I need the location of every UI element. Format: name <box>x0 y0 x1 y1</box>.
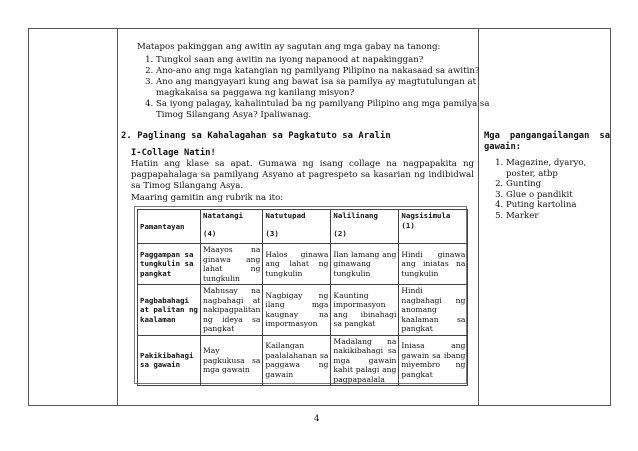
rubric-cell: Mahusay na nagbahagi at nakipagpalitan ng ideya sa pangkat <box>201 285 263 336</box>
criteria-header: Pamantayan <box>138 210 201 244</box>
level-header <box>399 210 468 244</box>
rubric-cell: Kailangan paalalahanan sa paggawa ng gawain <box>263 335 331 386</box>
intro-text: Matapos pakinggan ang awitin ay sagutan ang mga gabay na tanong: <box>137 42 441 52</box>
materials-list <box>484 158 610 221</box>
level-name: Natatangi <box>203 211 244 220</box>
level-points: (2) <box>333 228 347 238</box>
rubric-cell: Madalang na nakikibahagi sa mga gawain kahit palagi ang pagpapaalala <box>331 335 399 386</box>
rubric-cell: Hindi nagbahagi ng anomang kaalaman sa pangkat <box>399 285 468 336</box>
level-name: Nalilinang <box>333 211 378 220</box>
frame-left-border <box>28 28 29 406</box>
guide-questions <box>137 55 496 121</box>
rubric-note: Maaring gamitin ang rubrik na ito: <box>131 193 284 203</box>
material-item: 2. Gunting <box>506 179 610 190</box>
page-number: 4 <box>314 414 320 424</box>
level-header <box>331 210 399 244</box>
materials-title-word: Mga <box>484 131 500 141</box>
rubric-cell: Ilan lamang ang ginawang tungkulin <box>331 244 399 285</box>
material-item: 3. Glue o pandikit <box>506 190 610 201</box>
rubric-header-row <box>138 210 468 244</box>
rubric-row <box>138 285 468 336</box>
rubric-row <box>138 244 468 285</box>
material-item: 4. Puting kartolina <box>506 200 610 211</box>
rubric-cell: Iniasa ang gawain sa ibang miyembro ng pangkat <box>399 335 468 386</box>
rubric-row <box>138 335 468 386</box>
question-item: 1. Tungkol saan ang awitin na iyong napanood at napakinggan? <box>156 55 496 66</box>
rubric-cell: Halos ginawa ang lahat ng tungkulin <box>263 244 331 285</box>
level-header <box>201 210 263 244</box>
criterion-cell: Pakikibahagi sa gawain <box>138 335 201 386</box>
criterion-cell: Pagbabahagi at palitan ng kaalaman <box>138 285 201 336</box>
criterion-cell: Paggampan sa tungkulin sa pangkat <box>138 244 201 285</box>
section-title: 2. Paglinang sa Kahalagahan sa Pagkatuto sa Aralin <box>121 131 391 141</box>
frame-top-border <box>28 28 610 29</box>
rubric-cell: May pagkukusa sa mga gawain <box>201 335 263 386</box>
rubric-cell: Nagbigay ng ilang mga kaugnay na impormasyon <box>263 285 331 336</box>
materials-title <box>484 131 610 153</box>
rubric-table <box>137 209 468 386</box>
activity-title: I-Collage Natin! <box>131 148 216 158</box>
rubric-cell: Hindi ginawa ang iniatas na tungkulin <box>399 244 468 285</box>
question-item: 3. Ano ang mangyayari kung ang bawat isa sa pamilya ay magtutulungan at magkakaisa sa paggawa ng kanilang misyon? <box>156 77 496 99</box>
rubric-cell: Kaunting impormasyon ang ibinahagi sa pangkat <box>331 285 399 336</box>
frame-right-border <box>610 28 611 406</box>
materials-title-word: pangangailangan <box>509 131 590 141</box>
question-item: 2. Ano-ano ang mga katangian ng pamilyang Pilipino na nakasaad sa awitin? <box>156 66 496 77</box>
frame-bottom-border <box>28 405 610 406</box>
level-points: (4) <box>203 228 217 238</box>
activity-body: Hatiin ang klase sa apat. Gumawa ng isang collage na nagpapakita ng pagpapahalaga sa pamilyang Asyano at pagrespeto sa kasarian ng indibidwal sa Timog Silangang Asya. <box>131 159 474 191</box>
level-points: (3) <box>265 228 279 238</box>
level-header <box>263 210 331 244</box>
frame-column-divider-1 <box>117 28 118 406</box>
level-name: Natutupad <box>265 211 306 220</box>
materials-title-line2: gawain: <box>484 142 522 152</box>
material-item: 5. Marker <box>506 211 610 222</box>
materials-title-word: sa <box>599 131 610 141</box>
rubric-cell: Maayos na ginawa ang lahat ng tungkulin <box>201 244 263 285</box>
level-name: Nagsisimula (1) <box>401 211 451 230</box>
question-item: 4. Sa iyong palagay, kahalintulad ba ng pamilyang Pilipino ang mga pamilya sa Timog Silangang Asya? Ipaliwanag. <box>156 99 496 121</box>
material-item: 1. Magazine, dyaryo, poster, atbp <box>506 158 610 179</box>
